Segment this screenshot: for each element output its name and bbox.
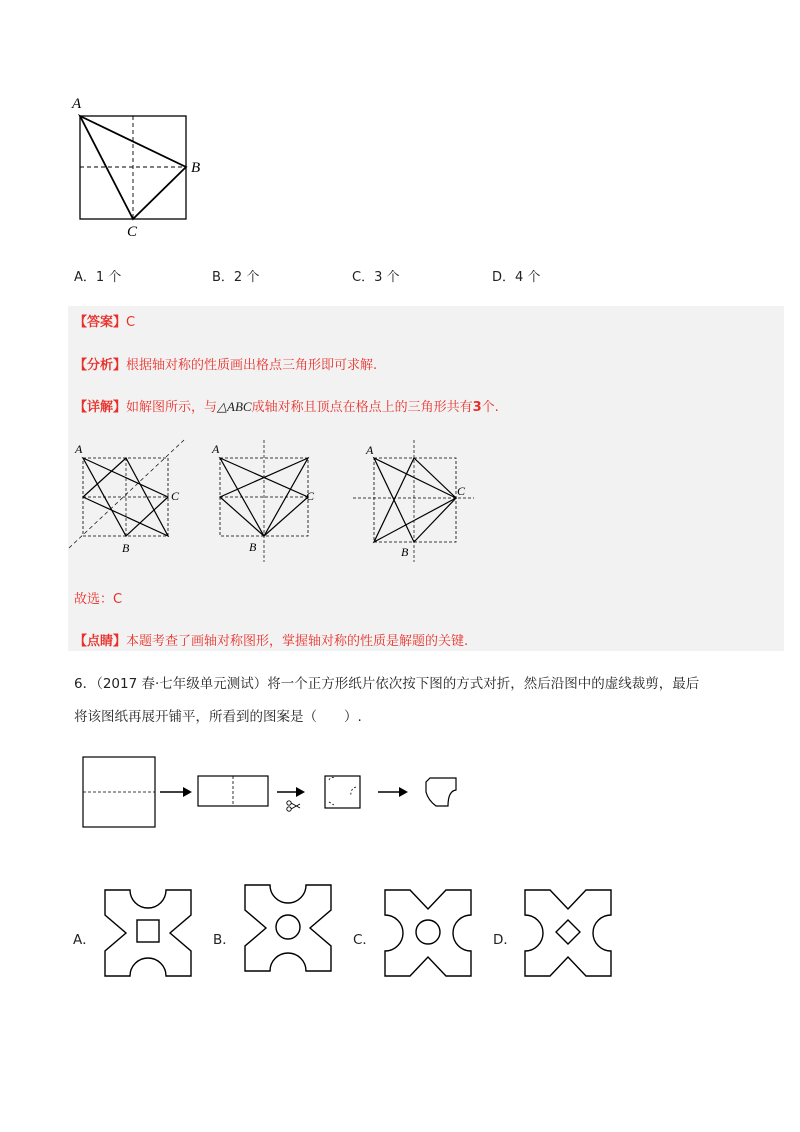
arrow-right-icon — [277, 787, 305, 797]
analysis-line — [74, 354, 377, 373]
fig2-label-b: B — [249, 540, 257, 554]
scissors-icon — [287, 801, 300, 811]
solution-figure-2 — [206, 436, 336, 566]
q5-option-a[interactable] — [74, 266, 121, 285]
analysis-tag: 【分析】 — [74, 358, 127, 373]
q6-stem-line-1: 6．（2017 春·七年级单元测试）将一个正方形纸片依次按下图的方式对折，然后沿图中的虚线裁剪，最后 — [74, 676, 700, 692]
triangle-abc-figure — [60, 90, 220, 250]
option-letter: C． — [352, 270, 375, 285]
q5-option-c[interactable] — [352, 266, 399, 285]
answer-value: C — [126, 315, 136, 330]
q6-option-c-label[interactable]: C． — [353, 932, 376, 948]
detail-text-3: 个. — [481, 400, 499, 415]
q6-option-a-figure[interactable] — [100, 885, 196, 981]
answer-line — [74, 311, 135, 330]
solution-figure-3 — [350, 436, 480, 566]
detail-line — [74, 396, 499, 415]
vertex-b-label: B — [191, 160, 201, 176]
q6-stem-line-2: 将该图纸再展开铺平，所看到的图案是（ ）. — [74, 709, 362, 725]
fig3-label-a: A — [366, 443, 374, 457]
q6-option-b-figure[interactable] — [240, 880, 336, 976]
detail-text-1: 如解图所示，与 — [126, 400, 218, 415]
vertex-a-label: A — [72, 96, 82, 112]
fig3-label-b: B — [401, 545, 409, 559]
detail-text-2: 成轴对称且顶点在格点上的三角形共有 — [251, 400, 473, 415]
option-letter: B． — [212, 270, 234, 285]
q6-option-d-label[interactable]: D． — [493, 932, 517, 948]
fig1-label-b: B — [122, 541, 130, 555]
option-letter: A． — [74, 270, 96, 285]
option-text: 1 个 — [95, 270, 122, 285]
comment-text: 本题考查了画轴对称图形，掌握轴对称的性质是解题的关键. — [126, 634, 469, 649]
option-text: 3 个 — [374, 270, 400, 285]
detail-math: △ABC — [217, 399, 252, 414]
arrow-right-icon — [378, 787, 408, 797]
q6-option-c-figure[interactable] — [380, 885, 476, 981]
folding-process-diagram — [80, 752, 480, 832]
detail-tag: 【详解】 — [74, 400, 127, 415]
fig2-label-c: C — [306, 489, 315, 503]
option-text: 4 个 — [515, 270, 541, 285]
fig3-label-c: C — [457, 484, 466, 498]
q6-option-a-label[interactable]: A． — [73, 932, 96, 948]
comment-tag: 【点睛】 — [74, 634, 127, 649]
answer-tag: 【答案】 — [74, 315, 127, 330]
q6-option-d-figure[interactable] — [520, 885, 616, 981]
option-letter: D． — [492, 270, 516, 285]
vertex-c-label: C — [127, 224, 138, 240]
analysis-text: 根据轴对称的性质画出格点三角形即可求解. — [126, 358, 378, 373]
option-text: 2 个 — [233, 270, 260, 285]
fig1-label-c: C — [171, 489, 180, 503]
choice-text: 故选：C — [74, 592, 123, 607]
fig2-label-a: A — [212, 442, 220, 456]
fig1-label-a: A — [75, 442, 83, 456]
q5-option-d[interactable] — [492, 266, 540, 285]
arrow-right-icon — [160, 787, 192, 797]
comment-line — [74, 630, 468, 649]
detail-count: 3 — [472, 400, 482, 415]
solution-figure-1 — [66, 436, 196, 556]
choice-line — [74, 588, 122, 607]
q6-option-b-label[interactable]: B． — [213, 932, 236, 948]
q5-option-b[interactable] — [212, 266, 259, 285]
